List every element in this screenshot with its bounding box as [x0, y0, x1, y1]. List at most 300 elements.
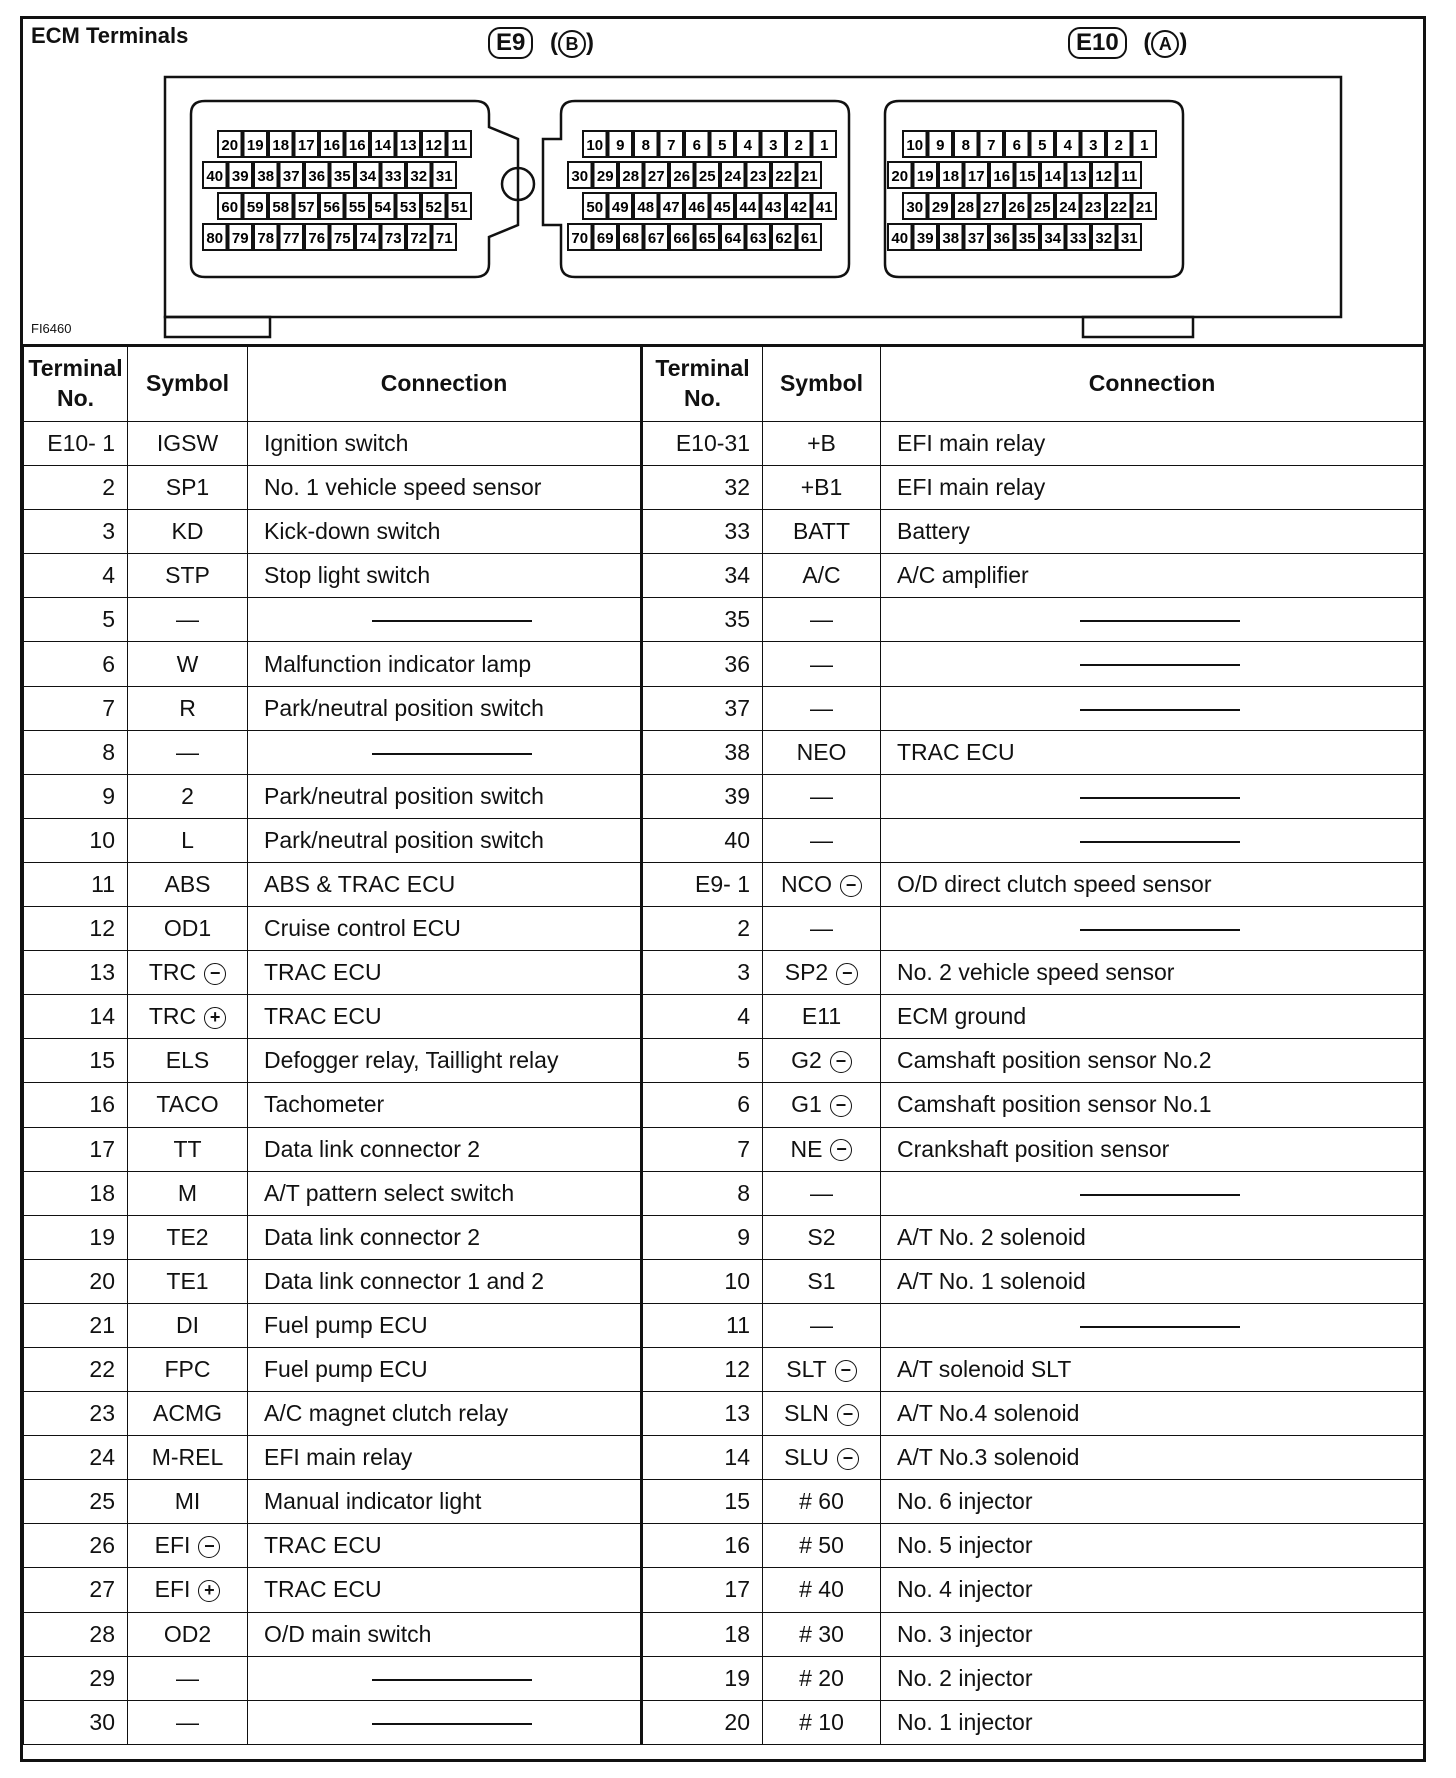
symbol-left [128, 1568, 248, 1612]
symbol-left-text: L [181, 826, 194, 853]
polarity-icon: − [835, 1360, 857, 1382]
terminal-no-left [24, 995, 128, 1039]
terminal-no-right-text: 19 [724, 1664, 750, 1691]
symbol-left-text: IGSW [156, 430, 219, 457]
pin-number: 16 [348, 137, 366, 154]
table-row [24, 686, 1424, 730]
connection-right [881, 1480, 1424, 1524]
connection-left-text: Park/neutral position switch [264, 782, 544, 809]
connection-left-text: Data link connector 1 and 2 [264, 1267, 545, 1294]
terminal-no-right [642, 1480, 763, 1524]
pin-number: 19 [246, 137, 264, 154]
pin-number: 1 [1140, 137, 1149, 154]
terminal-no-left [24, 554, 128, 598]
pin-number: 18 [272, 137, 290, 154]
pin-number: 9 [936, 137, 945, 154]
pin-number: 46 [688, 199, 706, 216]
terminal-no-left-text: 7 [102, 694, 115, 721]
connection-right-text: A/C amplifier [897, 562, 1029, 589]
table-row [24, 422, 1424, 466]
connection-left-text: Tachometer [264, 1091, 385, 1118]
symbol-left [128, 1171, 248, 1215]
symbol-right [763, 1259, 881, 1303]
pin-number: 8 [961, 137, 970, 154]
terminal-no-right-text: 35 [724, 606, 750, 633]
empty-dash [1080, 797, 1240, 799]
terminal-no-left [24, 818, 128, 862]
terminal-no-left-text: 3 [102, 518, 115, 545]
polarity-icon: − [836, 963, 858, 985]
terminal-table [23, 344, 1423, 1745]
connection-left [248, 554, 642, 598]
terminal-no-left-text: 15 [89, 1047, 115, 1074]
pin-number: 14 [1044, 168, 1062, 185]
pin-number: 2 [794, 137, 803, 154]
connection-left [248, 730, 642, 774]
connection-right [881, 907, 1424, 951]
table-row [24, 1259, 1424, 1303]
pin-number: 66 [673, 230, 691, 247]
symbol-left-text: ACMG [153, 1400, 222, 1427]
connection-left-text: No. 1 vehicle speed sensor [264, 474, 542, 501]
symbol-right-text: # 10 [799, 1708, 844, 1735]
figure-id: FI6460 [31, 321, 72, 336]
terminal-no-left-text: 20 [89, 1267, 115, 1294]
terminal-no-left [24, 1347, 128, 1391]
terminal-no-right-text: 4 [737, 1003, 750, 1030]
polarity-icon: + [198, 1580, 220, 1602]
symbol-right-text: NEO [796, 738, 847, 765]
pin-number: 22 [775, 168, 793, 185]
connection-right [881, 862, 1424, 906]
connection-left [248, 1568, 642, 1612]
symbol-right [763, 1127, 881, 1171]
symbol-left-text: TACO [156, 1091, 219, 1118]
terminal-no-right-text: 7 [737, 1135, 750, 1162]
connection-left [248, 818, 642, 862]
terminal-no-right [642, 1083, 763, 1127]
pin-number: 56 [323, 199, 341, 216]
terminal-no-left [24, 598, 128, 642]
symbol-right [763, 466, 881, 510]
connection-left [248, 642, 642, 686]
pin-number: 43 [764, 199, 782, 216]
connection-right-text: A/T No. 1 solenoid [897, 1267, 1086, 1294]
connection-right [881, 598, 1424, 642]
connection-right-text: A/T No. 2 solenoid [897, 1223, 1086, 1250]
symbol-left-text: M-REL [151, 1444, 224, 1471]
connection-right [881, 1259, 1424, 1303]
terminal-no-right [642, 1347, 763, 1391]
pin-number: 35 [333, 168, 351, 185]
terminal-no-left-text: 11 [91, 870, 115, 897]
pin-number: 7 [667, 137, 676, 154]
terminal-no-right-text: 12 [724, 1356, 750, 1383]
connection-left-text: Kick-down switch [264, 518, 441, 545]
pin-number: 54 [374, 199, 392, 216]
table-row [24, 1612, 1424, 1656]
e10-sub-label: A [1151, 30, 1179, 58]
pin-number: 24 [724, 168, 742, 185]
connection-right [881, 995, 1424, 1039]
connection-right-text: No. 2 injector [897, 1664, 1033, 1691]
terminal-no-left [24, 1524, 128, 1568]
connection-left [248, 1347, 642, 1391]
pin-number: 57 [297, 199, 315, 216]
connection-left [248, 1127, 642, 1171]
symbol-right [763, 1083, 881, 1127]
pin-number: 51 [450, 199, 468, 216]
symbol-left [128, 466, 248, 510]
symbol-right [763, 995, 881, 1039]
terminal-no-right-text: 8 [737, 1179, 750, 1206]
pin-number: 42 [790, 199, 808, 216]
terminal-no-left [24, 1480, 128, 1524]
symbol-right-text: SP2 [784, 959, 829, 986]
connection-left [248, 1656, 642, 1700]
terminal-no-left [24, 1700, 128, 1744]
connection-left [248, 422, 642, 466]
connection-right [881, 1612, 1424, 1656]
pin-number: 71 [435, 230, 453, 247]
terminal-no-left [24, 774, 128, 818]
connection-right-text: A/T No.4 solenoid [897, 1400, 1080, 1427]
table-row [24, 995, 1424, 1039]
connection-right [881, 1303, 1424, 1347]
symbol-left-text: R [179, 694, 196, 721]
symbol-right [763, 951, 881, 995]
symbol-right [763, 1039, 881, 1083]
symbol-left-text: EFI [154, 1532, 191, 1559]
polarity-icon: − [837, 1448, 859, 1470]
terminal-no-right [642, 1436, 763, 1480]
symbol-left-text: SP1 [165, 474, 210, 501]
terminal-no-left [24, 642, 128, 686]
connection-left-text: Cruise control ECU [264, 915, 461, 942]
symbol-right-text: S1 [807, 1267, 836, 1294]
connection-right [881, 730, 1424, 774]
pin-number: 29 [596, 168, 614, 185]
header-terminal-right: Terminal No. [642, 345, 763, 422]
symbol-right [763, 422, 881, 466]
symbol-left [128, 774, 248, 818]
symbol-left [128, 995, 248, 1039]
symbol-right [763, 1700, 881, 1744]
terminal-no-left-text: E10- 1 [47, 430, 115, 457]
symbol-left-text: TE2 [166, 1223, 209, 1250]
polarity-icon: − [198, 1536, 220, 1558]
pin-number: 23 [749, 168, 767, 185]
terminal-no-right [642, 510, 763, 554]
pin-number: 32 [1095, 230, 1113, 247]
terminal-no-right [642, 1700, 763, 1744]
symbol-right [763, 510, 881, 554]
symbol-right [763, 1436, 881, 1480]
connection-right-text: No. 4 injector [897, 1576, 1033, 1603]
empty-dash [1080, 620, 1240, 622]
terminal-no-left-text: 9 [102, 782, 115, 809]
pin-number: 17 [297, 137, 315, 154]
pin-number: 45 [713, 199, 731, 216]
pin-number: 35 [1018, 230, 1036, 247]
connection-left [248, 598, 642, 642]
pin-number: 2 [1114, 137, 1123, 154]
e9-sub-label: B [558, 30, 586, 58]
pin-number: 74 [359, 230, 377, 247]
pin-number: 32 [410, 168, 428, 185]
connection-left-text: Ignition switch [264, 430, 409, 457]
pin-number: 48 [637, 199, 655, 216]
connection-left-text: Malfunction indicator lamp [264, 650, 532, 677]
connection-right [881, 774, 1424, 818]
connection-right-text: EFI main relay [897, 430, 1046, 457]
table-row [24, 510, 1424, 554]
symbol-right [763, 554, 881, 598]
symbol-left [128, 1347, 248, 1391]
pin-number: 79 [231, 230, 249, 247]
terminal-no-right-text: 16 [724, 1532, 750, 1559]
connector-diagram [23, 19, 1423, 347]
terminal-no-right [642, 1259, 763, 1303]
terminal-no-left [24, 862, 128, 906]
symbol-left-text: OD2 [163, 1620, 212, 1647]
connection-right [881, 642, 1424, 686]
pin-number: 28 [622, 168, 640, 185]
symbol-left [128, 1480, 248, 1524]
pin-number: 25 [1033, 199, 1051, 216]
symbol-left-text: ELS [165, 1047, 210, 1074]
terminal-no-left [24, 422, 128, 466]
symbol-right [763, 1612, 881, 1656]
terminal-no-right [642, 995, 763, 1039]
table-row [24, 1039, 1424, 1083]
symbol-left-text: TE1 [166, 1267, 209, 1294]
terminal-no-right-text: 20 [724, 1708, 750, 1735]
symbol-right [763, 1171, 881, 1215]
pin-number: 39 [916, 230, 934, 247]
symbol-right-text: # 30 [799, 1620, 844, 1647]
table-row [24, 598, 1424, 642]
connection-left [248, 907, 642, 951]
pin-number: 1 [820, 137, 829, 154]
terminal-no-left [24, 1083, 128, 1127]
symbol-left [128, 1656, 248, 1700]
connection-left [248, 1083, 642, 1127]
connection-left [248, 466, 642, 510]
pin-number: 21 [800, 168, 818, 185]
symbol-left [128, 686, 248, 730]
pin-number: 58 [272, 199, 290, 216]
connection-right-text: Crankshaft position sensor [897, 1135, 1170, 1162]
symbol-right [763, 642, 881, 686]
connection-right [881, 1039, 1424, 1083]
symbol-right-text: G1 [791, 1091, 822, 1118]
pin-number: 60 [221, 199, 239, 216]
symbol-right-text: # 60 [799, 1488, 844, 1515]
pin-number: 29 [931, 199, 949, 216]
terminal-no-right [642, 466, 763, 510]
connection-right [881, 818, 1424, 862]
symbol-left [128, 510, 248, 554]
symbol-right [763, 1303, 881, 1347]
symbol-right-text: +B [807, 430, 836, 457]
table-row [24, 1480, 1424, 1524]
pin-number: 4 [743, 137, 752, 154]
symbol-right [763, 907, 881, 951]
terminal-no-right [642, 422, 763, 466]
pin-number: 63 [749, 230, 767, 247]
pin-number: 37 [967, 230, 985, 247]
symbol-right-text: SLT [786, 1356, 827, 1383]
header-connection-right: Connection [881, 345, 1424, 422]
pin-number: 23 [1084, 199, 1102, 216]
table-row [24, 466, 1424, 510]
terminal-no-left [24, 1259, 128, 1303]
terminal-no-right [642, 818, 763, 862]
terminal-no-right-text: 14 [724, 1444, 750, 1471]
terminal-no-right-text: 40 [724, 826, 750, 853]
empty-dash [1080, 929, 1240, 931]
symbol-right [763, 774, 881, 818]
connection-right-text: EFI main relay [897, 474, 1046, 501]
symbol-left [128, 1259, 248, 1303]
pin-number: 62 [775, 230, 793, 247]
symbol-right [763, 686, 881, 730]
symbol-left [128, 422, 248, 466]
connection-left-text: Fuel pump ECU [264, 1311, 428, 1338]
pin-number: 27 [982, 199, 1000, 216]
connection-right-text: A/T No.3 solenoid [897, 1444, 1080, 1471]
table-row [24, 642, 1424, 686]
terminal-no-right-text: 6 [737, 1091, 750, 1118]
terminal-no-right-text: 38 [724, 738, 750, 765]
connection-right-text: ECM ground [897, 1003, 1027, 1030]
connection-right [881, 951, 1424, 995]
symbol-left-text: — [176, 606, 199, 633]
symbol-right [763, 1392, 881, 1436]
symbol-left-text: DI [176, 1311, 199, 1338]
connection-left [248, 1436, 642, 1480]
pin-number: 22 [1110, 199, 1128, 216]
symbol-right-text: # 20 [799, 1664, 844, 1691]
e9-label: E9 [488, 27, 533, 59]
terminal-no-left-text: 27 [89, 1576, 115, 1603]
pin-number: 20 [221, 137, 239, 154]
connection-left [248, 862, 642, 906]
connection-left-text: TRAC ECU [264, 959, 382, 986]
terminal-no-left-text: 21 [89, 1311, 115, 1338]
terminal-no-right-text: 36 [724, 650, 750, 677]
pin-number: 53 [399, 199, 417, 216]
pin-number: 11 [451, 137, 468, 154]
symbol-left [128, 1083, 248, 1127]
pin-number: 36 [993, 230, 1011, 247]
terminal-no-right-text: 11 [726, 1311, 750, 1338]
pin-number: 64 [724, 230, 742, 247]
pin-number: 13 [399, 137, 417, 154]
connection-left-text: A/T pattern select switch [264, 1179, 515, 1206]
symbol-left-text: W [176, 650, 199, 677]
connection-left-text: TRAC ECU [264, 1003, 382, 1030]
pin-number: 33 [384, 168, 402, 185]
pin-number: 70 [571, 230, 589, 247]
terminal-no-left-text: 8 [102, 738, 115, 765]
terminal-no-right-text: 34 [724, 562, 750, 589]
terminal-no-left-text: 26 [89, 1532, 115, 1559]
symbol-left [128, 1700, 248, 1744]
symbol-left-text: — [176, 1664, 199, 1691]
header-terminal-left: Terminal No. [24, 345, 128, 422]
connection-right-text: O/D direct clutch speed sensor [897, 870, 1212, 897]
terminal-no-right [642, 774, 763, 818]
connection-left-text: O/D main switch [264, 1620, 432, 1647]
connection-right-text: No. 5 injector [897, 1532, 1033, 1559]
symbol-right [763, 1656, 881, 1700]
pin-number: 16 [323, 137, 341, 154]
terminal-no-right [642, 730, 763, 774]
table-row [24, 730, 1424, 774]
pin-number: 10 [906, 137, 924, 154]
terminal-no-left [24, 1656, 128, 1700]
symbol-left-text: FPC [164, 1356, 211, 1383]
terminal-no-left [24, 1039, 128, 1083]
pin-number: 34 [359, 168, 377, 185]
symbol-left [128, 862, 248, 906]
header-symbol-right: Symbol [763, 345, 881, 422]
terminal-no-right [642, 1039, 763, 1083]
pin-number: 67 [647, 230, 665, 247]
terminal-no-right [642, 1612, 763, 1656]
pin-number: 41 [815, 199, 833, 216]
symbol-right-text: NCO [780, 870, 833, 897]
terminal-no-right [642, 862, 763, 906]
terminal-no-left [24, 951, 128, 995]
connection-right [881, 510, 1424, 554]
pin-number: 61 [800, 230, 818, 247]
header-connection-left: Connection [248, 345, 642, 422]
terminal-no-right [642, 1215, 763, 1259]
pin-number: 40 [891, 230, 909, 247]
terminal-no-left-text: 10 [89, 826, 115, 853]
pin-number: 44 [739, 199, 757, 216]
pin-number: 12 [425, 137, 443, 154]
symbol-right-text: BATT [792, 518, 851, 545]
table-row [24, 1568, 1424, 1612]
empty-dash [1080, 664, 1240, 666]
terminal-no-right-text: 37 [724, 694, 750, 721]
symbol-right-text: — [810, 1311, 833, 1338]
pin-number: 72 [410, 230, 428, 247]
pin-number: 18 [942, 168, 960, 185]
symbol-left [128, 642, 248, 686]
connection-right [881, 422, 1424, 466]
pin-number: 21 [1135, 199, 1153, 216]
e10-label: E10 [1068, 27, 1127, 59]
connection-left [248, 1392, 642, 1436]
symbol-right-text: A/C [802, 562, 841, 589]
pin-number: 65 [698, 230, 716, 247]
symbol-left [128, 1039, 248, 1083]
terminal-no-left [24, 1392, 128, 1436]
pin-number: 27 [647, 168, 665, 185]
empty-dash [1080, 1194, 1240, 1196]
pin-number: 34 [1044, 230, 1062, 247]
symbol-left-text: TRC [148, 959, 197, 986]
connection-right [881, 1215, 1424, 1259]
connection-right-text: Battery [897, 518, 970, 545]
connection-right [881, 1656, 1424, 1700]
pin-number: 5 [718, 137, 727, 154]
